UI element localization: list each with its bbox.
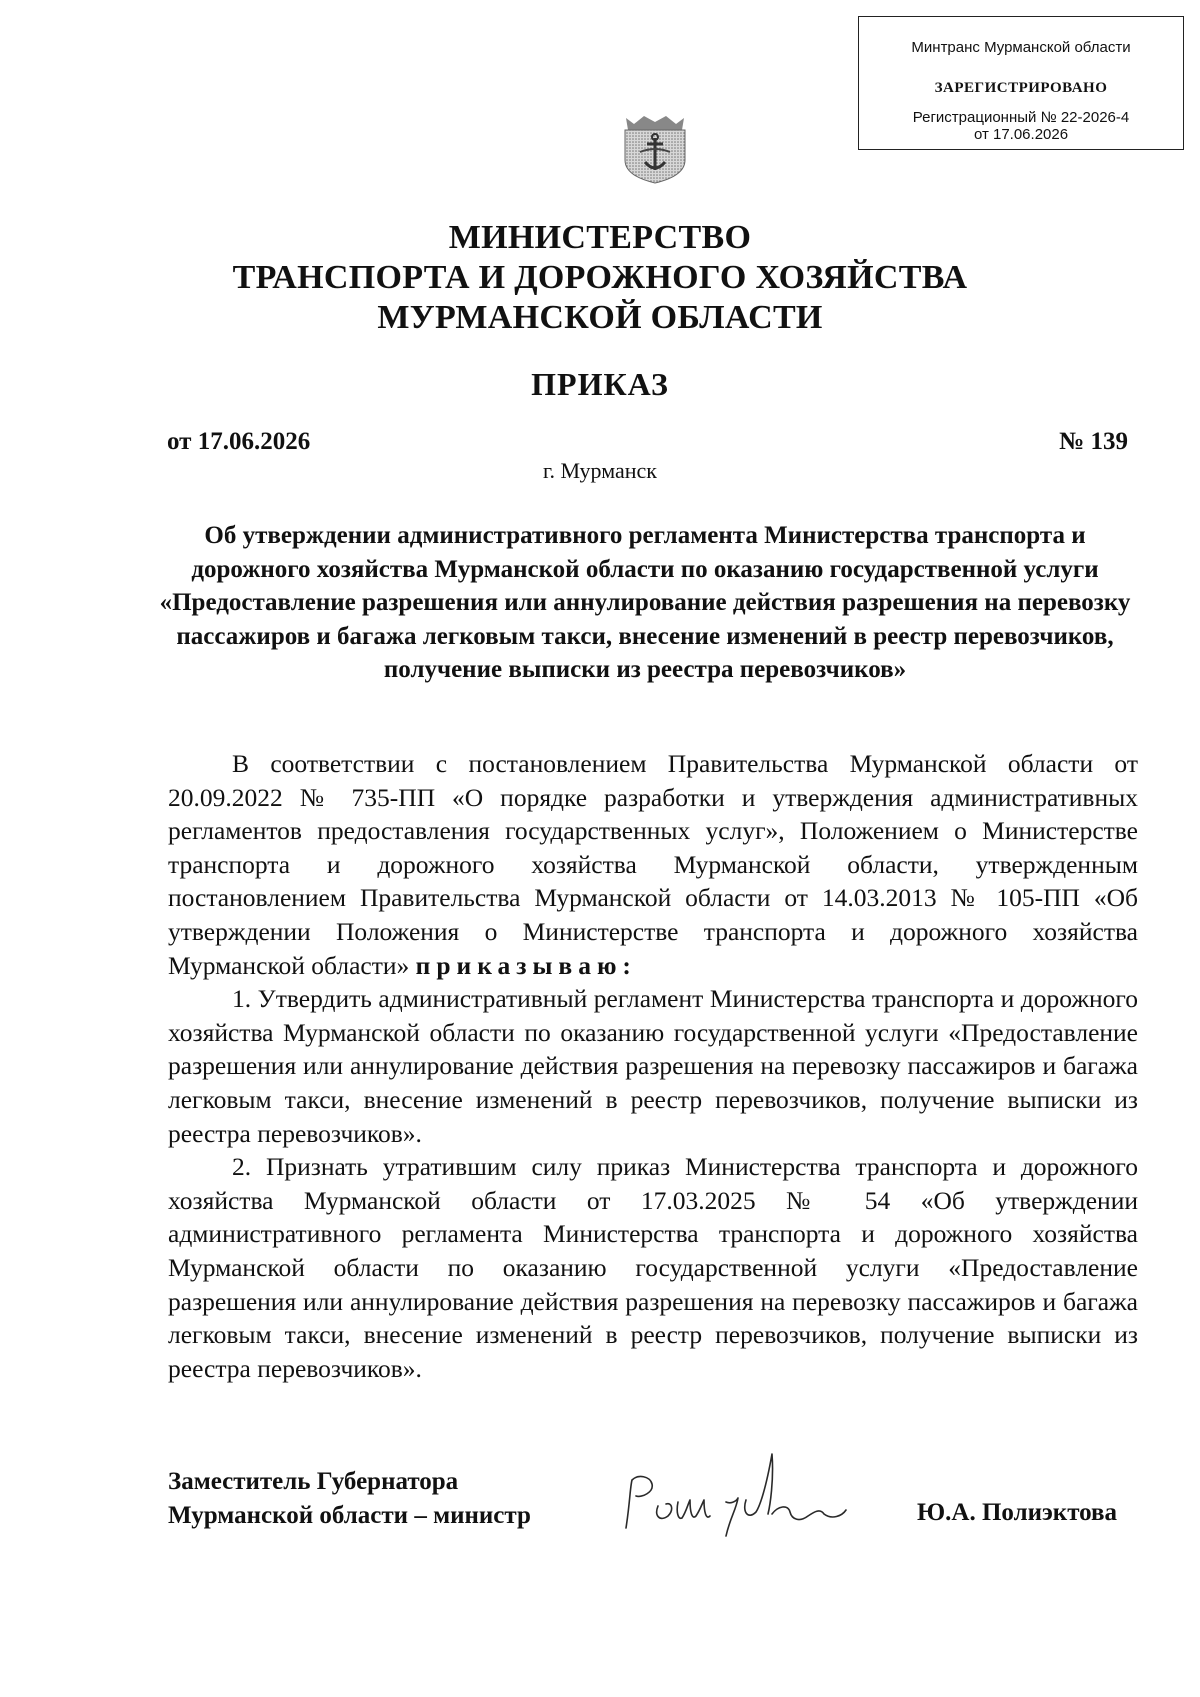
ministry-line-3: МУРМАНСКОЙ ОБЛАСТИ: [377, 299, 823, 336]
stamp-status: ЗАРЕГИСТРИРОВАНО: [934, 80, 1108, 96]
order-subject: Об утверждении административного регламента Министерства транспорта и дорожного хозяйства Мурманской области по оказанию государственной услуги «Предоставление разрешения или аннулирование действия разрешения на перевозку пассажиров и багажа легковым такси, внесение изменений в реестр перевозчиков, получение выписки из реестра перевозчиков»: [159, 522, 1131, 683]
order-date: от 17.06.2026: [167, 428, 311, 455]
stamp-reg-number: Регистрационный № 22-2026-4: [912, 109, 1130, 126]
order-number: № 139: [1059, 428, 1128, 455]
order-city: г. Мурманск: [543, 458, 657, 483]
item-2: 2. Признать утратившим силу приказ Министерства транспорта и дорожного хозяйства Мурманской области от 17.03.2025 № 54 «Об утверждении административного регламента Министерства транспорта и дорожного хозяйства Мурманской области по оказанию государственной услуги «Предоставление разрешения или аннулирование действия разрешения на перевозку пассажиров и багажа легковым такси, внесение изменений в реестр перевозчиков, получение выписки из реестра перевозчиков».: [168, 1152, 1138, 1383]
order-word: приказываю:: [415, 950, 637, 980]
preamble-text: В соответствии с постановлением Правительства Мурманской области от 20.09.2022 № 735-ПП «О порядке разработки и утверждения административных регламентов предоставления государственных услуг», Положением о Министерстве транспорта и дорожного хозяйства Мурманской области, утвержденным постановлением Правительства Мурманской области от 14.03.2013 № 105-ПП «Об утверждении Положения о Министерстве транспорта и дорожного хозяйства Мурманской области»: [168, 749, 1138, 980]
murmansk-coat-of-arms-icon: [620, 108, 690, 184]
signatory-title-line-1: Заместитель Губернатора: [168, 1468, 459, 1495]
signatory-title-line-2: Мурманской области – министр: [168, 1502, 531, 1529]
preamble-paragraph: [168, 747, 1138, 982]
stamp-reg-date: от 17.06.2026: [973, 126, 1069, 143]
ministry-name: [0, 218, 1200, 338]
item-1: 1. Утвердить административный регламент Министерства транспорта и дорожного хозяйства Мурманской области по оказанию государственной услуги «Предоставление разрешения или аннулирование действия разрешения на перевозку пассажиров и багажа легковым такси, внесение изменений в реестр перевозчиков, получение выписки из реестра перевозчиков».: [168, 984, 1138, 1148]
stamp-registration: [859, 109, 1183, 143]
handwritten-signature: [620, 1440, 860, 1550]
ministry-line-1: МИНИСТЕРСТВО: [448, 219, 752, 256]
registration-stamp: [858, 16, 1184, 150]
document-type: ПРИКАЗ: [531, 366, 669, 402]
stamp-org: Минтранс Мурманской области: [911, 39, 1131, 56]
signatory-name: Ю.А. Полиэктова: [917, 1499, 1118, 1526]
order-body: [168, 747, 1138, 1385]
ministry-line-2: ТРАНСПОРТА И ДОРОЖНОГО ХОЗЯЙСТВА: [232, 259, 968, 296]
signatory-title: [168, 1465, 531, 1533]
